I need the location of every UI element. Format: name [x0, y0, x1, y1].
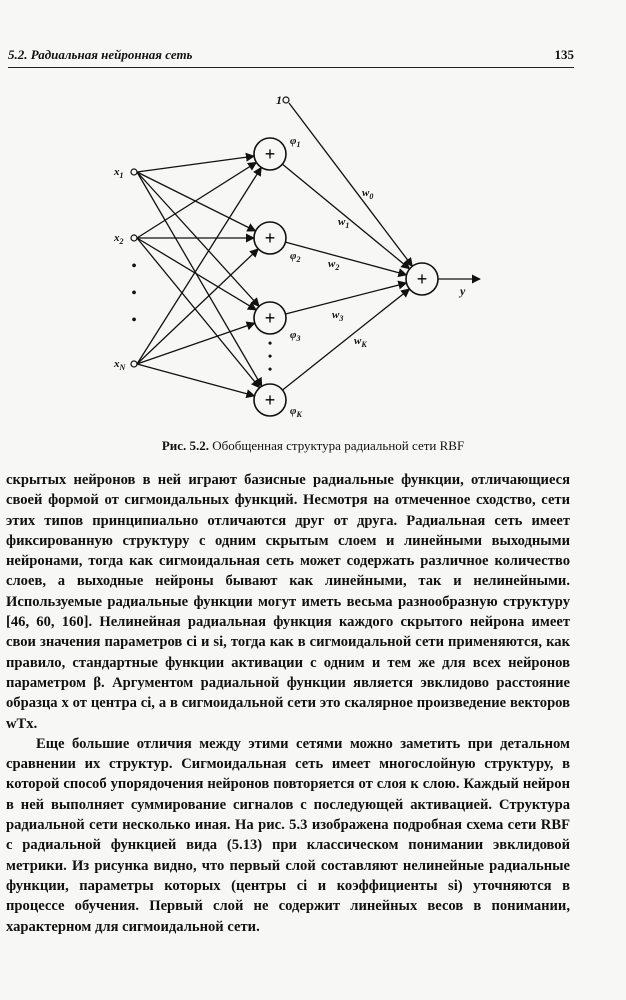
sum-symbol: + [264, 144, 276, 164]
weight-label-w3: $w_3$ [332, 309, 344, 323]
input-node [131, 169, 137, 175]
input-to-hidden-edge [137, 162, 256, 238]
body-text [6, 470, 570, 937]
input-to-hidden-edge [137, 172, 262, 386]
sum-symbol: + [264, 390, 276, 410]
input-to-hidden-edge [137, 156, 254, 172]
hidden-ellipsis-dot: • [267, 349, 273, 363]
sum-symbol: + [264, 228, 276, 248]
running-header [8, 47, 574, 68]
hidden-label-phi3: $\varphi_3$ [290, 329, 301, 343]
caption-text: Обобщенная структура радиальной сети RBF [212, 438, 465, 453]
input-node [131, 361, 137, 367]
rbf-network-diagram [100, 92, 520, 422]
hidden-ellipsis-dot: • [267, 362, 273, 376]
caption-prefix: Рис. 5.2. [161, 438, 210, 453]
input-label-xN: $x_N$ [114, 358, 126, 372]
input-to-hidden-edge [137, 364, 255, 396]
input-node [131, 235, 137, 241]
weight-label-w1: $w_1$ [338, 216, 350, 230]
hidden-to-output-edge [283, 289, 410, 390]
paragraph-1: скрытых нейронов в ней играют базисные радиальные функции, отличающиеся своей формой от сигмоидальных функций. Несмотря на отмеченное сходство, сети этих типов принципиально отличаются друг от друга. Радиальная сеть имеет фиксированную структуру с одним скрытым слоем и линейными выходными нейронами, тогда как сигмоидальная сеть может содержать различное количество слоев, а выходные нейроны бывают как линейными, так и нелинейными. Используемые радиальные функции могут иметь весьма разнообразную структуру [46, 60, 160]. Нелинейная радиальная функция каждого скрытого нейрона имеет свои значения параметров ci и si, тогда как в сигмоидальной сети применяются, как правило, стандартные функции активации с одним и тем же для всех нейронов параметром β. Аргументом радиальной функции является эвклидово расстояние образца x от центра ci, а в сигмоидальной сети это скалярное произведение векторов wTx. [6, 472, 570, 732]
section-title: 5.2. Радиальная нейронная сеть [8, 47, 193, 62]
bias-node [283, 97, 289, 103]
paragraph-2: Еще большие отличия между этими сетями можно заметить при детальном сравнении их структур. Сигмоидальная сеть имеет многослойную структуру, в которой способ упорядочения нейронов повторяется от слоя к слою. Каждый нейрон в ней выполняет суммирование сигналов с последующей активацией. Структура радиальной сети несколько иная. На рис. 5.3 изображена подробная схема сети RBF с радиальной функцией вида (5.13) при классическом понимании эвклидовой метрики. Из рисунка видно, что первый слой составляют нелинейные радиальные функции, параметры которых (центры ci и коэффициенты si) уточняются в процессе обучения. Первый слой не содержит линейных весов в понимании, характерном для сигмоидальной сети. [6, 735, 570, 935]
hidden-to-output-edge [282, 164, 409, 269]
sum-symbol: + [416, 269, 428, 289]
sum-symbol: + [264, 308, 276, 328]
hidden-to-output-edge [285, 242, 406, 275]
weight-label-wK: $w_K$ [354, 335, 367, 349]
input-ellipsis-dot: • [131, 286, 137, 301]
input-to-hidden-edge [137, 249, 258, 364]
input-label-x2: $x_2$ [114, 232, 124, 246]
output-label-y: y [460, 284, 466, 298]
hidden-label-phi2: $\varphi_2$ [290, 250, 301, 264]
hidden-label-phiK: $\varphi_K$ [290, 405, 302, 419]
input-to-hidden-edge [137, 172, 259, 306]
input-label-x1: $x_1$ [114, 166, 124, 180]
input-to-hidden-edge [137, 167, 261, 364]
input-to-hidden-edge [137, 238, 260, 388]
hidden-ellipsis-dot: • [267, 336, 273, 350]
page-number: 135 [554, 47, 574, 62]
weight-label-w2: $w_2$ [328, 258, 340, 272]
hidden-label-phi1: $\varphi_1$ [290, 135, 301, 149]
weight-label-w0: $w_0$ [362, 187, 374, 201]
hidden-to-output-edge [285, 283, 406, 314]
input-ellipsis-dot: • [131, 313, 137, 328]
bias-label: 1 [276, 93, 282, 107]
input-to-hidden-edge [137, 238, 256, 310]
input-ellipsis-dot: • [131, 259, 137, 274]
figure-caption [0, 438, 626, 454]
